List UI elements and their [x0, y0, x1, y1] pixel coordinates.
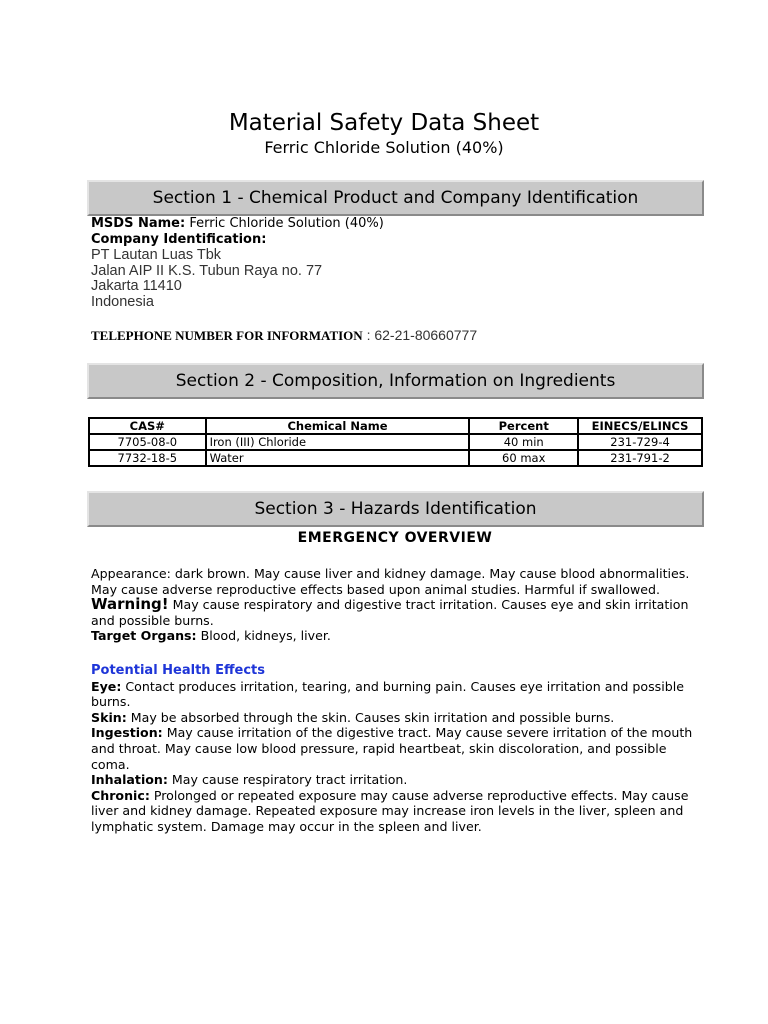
effect-label: Ingestion: [91, 725, 163, 741]
telephone-label: TELEPHONE NUMBER FOR INFORMATION [91, 328, 363, 343]
effect-text: May cause irritation of the digestive tract. May cause severe irritation of the mouth and throat. May cause low blood pressure, rapid heartbeat, skin discoloration, and possible coma. [91, 725, 693, 772]
table-row [89, 434, 702, 450]
company-identification-label: Company Identification: [91, 232, 267, 247]
effect-label: Inhalation: [91, 772, 168, 788]
column-header-einecs: EINECS/ELINCS [578, 418, 702, 434]
section-1-header [87, 180, 704, 216]
company-line: Indonesia [91, 293, 154, 310]
effect-text: May cause respiratory tract irritation. [167, 772, 408, 788]
effect-eye [91, 679, 699, 710]
cell-einecs: 231-791-2 [578, 450, 702, 466]
emergency-overview-title: EMERGENCY OVERVIEW [297, 530, 493, 546]
appearance-paragraph: Appearance: dark brown. May cause liver and kidney damage. May cause blood abnormalities. May cause adverse reproductive effects based upon animal studies. Harmful if swallowed. [91, 566, 690, 597]
effect-label: Eye: [91, 678, 122, 694]
column-header-percent: Percent [469, 418, 578, 434]
cell-percent: 40 min [469, 434, 578, 450]
target-organs-text: Blood, kidneys, liver. [196, 628, 331, 644]
company-info [91, 216, 701, 310]
section-2-heading: Section 2 - Composition, Information on Ingredients [175, 371, 616, 391]
table-row [89, 450, 702, 466]
telephone-value: 62-21-80660777 [374, 327, 478, 343]
effect-text: Contact produces irritation, tearing, and burning pain. Causes eye irritation and possible burns. [91, 678, 684, 710]
section-3-header [87, 491, 704, 527]
effect-ingestion [91, 725, 699, 772]
company-line: Jakarta 11410 [91, 278, 182, 294]
telephone-line [91, 327, 477, 344]
cell-einecs: 231-729-4 [578, 434, 702, 450]
company-line: Jalan AIP II K.S. Tubun Raya no. 77 [91, 262, 323, 279]
target-organs-label: Target Organs: [91, 628, 197, 644]
effect-skin [91, 710, 699, 726]
cell-chemical-name: Water [206, 450, 470, 466]
document-subtitle: Ferric Chloride Solution (40%) [264, 138, 504, 157]
table-header-row [89, 418, 702, 434]
cell-chemical-name: Iron (III) Chloride [206, 434, 470, 450]
section-1-heading: Section 1 - Chemical Product and Company Identification [152, 188, 639, 208]
cell-cas: 7732-18-5 [89, 450, 206, 466]
target-organs-line [91, 628, 699, 644]
msds-name-label: MSDS Name: [91, 216, 186, 231]
company-label-line [91, 232, 701, 248]
document-header [0, 108, 768, 158]
column-header-cas: CAS# [89, 418, 206, 434]
section-3-heading: Section 3 - Hazards Identification [254, 499, 537, 519]
effect-inhalation [91, 772, 699, 788]
potential-health-effects [91, 663, 699, 835]
effect-label: Skin: [91, 709, 127, 725]
telephone-separator: : [362, 327, 375, 343]
emergency-overview-text [91, 566, 699, 644]
document-title: Material Safety Data Sheet [228, 110, 540, 136]
warning-label: Warning! [91, 595, 169, 614]
cell-cas: 7705-08-0 [89, 434, 206, 450]
section-2-header [87, 363, 704, 399]
company-line: PT Lautan Luas Tbk [91, 247, 222, 263]
potential-health-effects-heading: Potential Health Effects [91, 663, 265, 678]
warning-paragraph [91, 597, 699, 628]
effect-chronic [91, 788, 699, 835]
effect-text: May be absorbed through the skin. Causes skin irritation and possible burns. [126, 709, 615, 725]
composition-table [88, 417, 703, 467]
effect-text: Prolonged or repeated exposure may cause adverse reproductive effects. May cause liver and kidney damage. Repeated exposure may increase iron levels in the liver, spleen and lymphatic system. Damage may occur in the spleen and liver. [91, 787, 689, 834]
msds-name-value: Ferric Chloride Solution (40%) [189, 216, 384, 231]
msds-name-line [91, 216, 701, 232]
column-header-chemical-name: Chemical Name [206, 418, 470, 434]
cell-percent: 60 max [469, 450, 578, 466]
effect-label: Chronic: [91, 787, 150, 803]
warning-text: May cause respiratory and digestive tract irritation. Causes eye and skin irritation and possible burns. [91, 597, 689, 628]
